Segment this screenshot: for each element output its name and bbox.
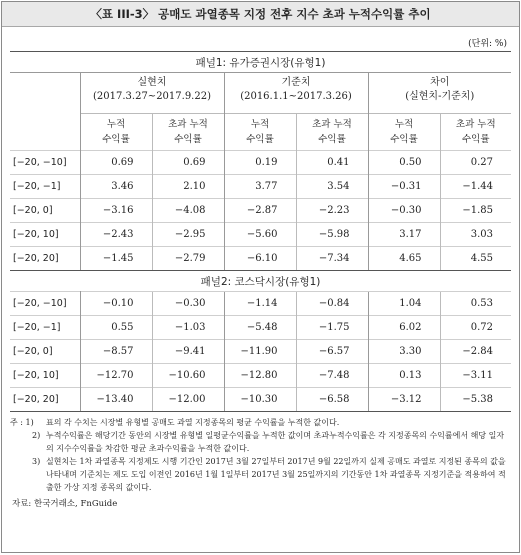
row-label: [−20, 0] [10, 340, 80, 364]
notes [10, 416, 511, 494]
note-marker: 주 : 1) [10, 418, 34, 427]
table-cell: 0.27 [440, 151, 511, 175]
group-header-baseline [224, 73, 368, 114]
panel1-title: 패널1: 유가증권시장(유형1) [10, 52, 511, 73]
table-row [10, 316, 511, 340]
column-header: 누적 수익률 [224, 114, 296, 151]
note-marker: 3) [32, 457, 41, 466]
group-period: (2016.1.1~2017.3.26) [240, 91, 352, 102]
column-header: 초과 누적 수익률 [152, 114, 224, 151]
table-cell: −0.10 [80, 292, 152, 316]
table-cell: −5.60 [224, 223, 296, 247]
table-row [10, 175, 511, 199]
note-text: 실현치는 1차 과열종목 지정제도 시행 기간인 2017년 3월 27일부터 2017년 9월 22일까지 실제 공매도 과열로 지정된 종목의 값을 나타내며 기준치는 제도 도입 이전인 2016년 1월 1일부터 2017년 3월 25일까지의 기간동안 1차 과열종목 지정기준을 적용하여 적출한 가상 지정 종목의 값이다. [46, 457, 506, 492]
table-cell: −7.34 [296, 247, 368, 271]
column-header: 초과 누적 수익률 [440, 114, 511, 151]
source-line: 자료: 한국거래소, FnGuide [12, 499, 118, 509]
table-row [10, 292, 511, 316]
data-table [10, 51, 511, 412]
table-cell: −6.57 [296, 340, 368, 364]
row-label: [−20, −1] [10, 175, 80, 199]
group-header-difference [368, 73, 511, 114]
table-cell: −6.10 [224, 247, 296, 271]
table-cell: −10.60 [152, 364, 224, 388]
table-cell: −0.31 [368, 175, 440, 199]
table-row [10, 151, 511, 175]
table-cell: −7.48 [296, 364, 368, 388]
table-cell: 0.55 [80, 316, 152, 340]
table-cell: 3.17 [368, 223, 440, 247]
table-cell: 0.53 [440, 292, 511, 316]
table-cell: −2.43 [80, 223, 152, 247]
table-cell: −12.70 [80, 364, 152, 388]
row-label: [−20, 20] [10, 388, 80, 412]
panel2-title: 패널2: 코스닥시장(유형1) [10, 271, 511, 292]
group-period: (실현치-기준치) [405, 91, 475, 102]
table-cell: −12.00 [152, 388, 224, 412]
table-cell: 3.54 [296, 175, 368, 199]
column-header: 초과 누적 수익률 [296, 114, 368, 151]
table-cell: 3.03 [440, 223, 511, 247]
table-cell: 2.10 [152, 175, 224, 199]
table-cell: −5.48 [224, 316, 296, 340]
table-cell: −0.84 [296, 292, 368, 316]
table-cell: −9.41 [152, 340, 224, 364]
table-cell: 0.50 [368, 151, 440, 175]
table-cell: −1.45 [80, 247, 152, 271]
group-header-realized [80, 73, 224, 114]
group-name: 실현치 [137, 77, 167, 88]
table-cell: −12.80 [224, 364, 296, 388]
row-label: [−20, 10] [10, 364, 80, 388]
note-2 [10, 429, 511, 455]
note-text: 누적수익률은 해당기간 동안의 시장별 유형별 일평균수익률을 누적한 값이며 초과누적수익률은 각 지정종목의 수익률에서 해당 일자의 지수수익률을 차감한 평균 초과수익률을 누적한 값이다. [46, 431, 505, 453]
table-cell: 3.46 [80, 175, 152, 199]
table-cell: −1.44 [440, 175, 511, 199]
table-cell: −10.30 [224, 388, 296, 412]
group-name: 차이 [430, 77, 450, 88]
table-cell: 6.02 [368, 316, 440, 340]
table-row [10, 388, 511, 412]
row-label: [−20, 10] [10, 223, 80, 247]
table-cell: 0.41 [296, 151, 368, 175]
table-cell: 3.77 [224, 175, 296, 199]
table-cell: −2.23 [296, 199, 368, 223]
table-cell: −2.84 [440, 340, 511, 364]
table-cell: −5.38 [440, 388, 511, 412]
table-row [10, 247, 511, 271]
table-row [10, 364, 511, 388]
table-cell: −1.75 [296, 316, 368, 340]
group-name: 기준치 [281, 77, 311, 88]
note-3 [10, 455, 511, 494]
row-label: [−20, −1] [10, 316, 80, 340]
table-cell: 1.04 [368, 292, 440, 316]
table-figure [1, 1, 520, 553]
table-cell: 0.19 [224, 151, 296, 175]
column-header: 누적 수익률 [80, 114, 152, 151]
table-cell: −1.85 [440, 199, 511, 223]
corner-cell [10, 114, 80, 151]
table-cell: −2.95 [152, 223, 224, 247]
table-cell: −3.11 [440, 364, 511, 388]
table-cell: 0.69 [80, 151, 152, 175]
table-cell: −3.16 [80, 199, 152, 223]
table-row [10, 199, 511, 223]
table-cell: −1.03 [152, 316, 224, 340]
table-cell: 0.72 [440, 316, 511, 340]
table-cell: 0.13 [368, 364, 440, 388]
table-cell: 4.65 [368, 247, 440, 271]
table-cell: −0.30 [368, 199, 440, 223]
unit-label: (단위: %) [468, 39, 507, 49]
table-cell: 4.55 [440, 247, 511, 271]
note-text: 표의 각 수치는 시장별 유형별 공매도 과열 지정종목의 평균 수익률을 누적한 값이다. [46, 418, 340, 427]
table-cell: −1.14 [224, 292, 296, 316]
table-cell: −3.12 [368, 388, 440, 412]
table-cell: −2.87 [224, 199, 296, 223]
row-label: [−20, −10] [10, 292, 80, 316]
table-title: 〈표 III-3〉 공매도 과열종목 지정 전후 지수 초과 누적수익률 추이 [2, 2, 519, 27]
table-cell: −2.79 [152, 247, 224, 271]
corner-cell [10, 73, 80, 114]
table-row [10, 340, 511, 364]
note-marker: 2) [32, 431, 41, 440]
row-label: [−20, 20] [10, 247, 80, 271]
table-cell: −0.30 [152, 292, 224, 316]
table-cell: −8.57 [80, 340, 152, 364]
table-cell: 0.69 [152, 151, 224, 175]
row-label: [−20, 0] [10, 199, 80, 223]
column-header: 누적 수익률 [368, 114, 440, 151]
group-period: (2017.3.27~2017.9.22) [93, 91, 211, 102]
table-cell: −13.40 [80, 388, 152, 412]
table-cell: −11.90 [224, 340, 296, 364]
table-cell: 3.30 [368, 340, 440, 364]
table-cell: −4.08 [152, 199, 224, 223]
table-cell: −5.98 [296, 223, 368, 247]
note-1 [10, 416, 511, 429]
row-label: [−20, −10] [10, 151, 80, 175]
table-row [10, 223, 511, 247]
table-cell: −6.58 [296, 388, 368, 412]
